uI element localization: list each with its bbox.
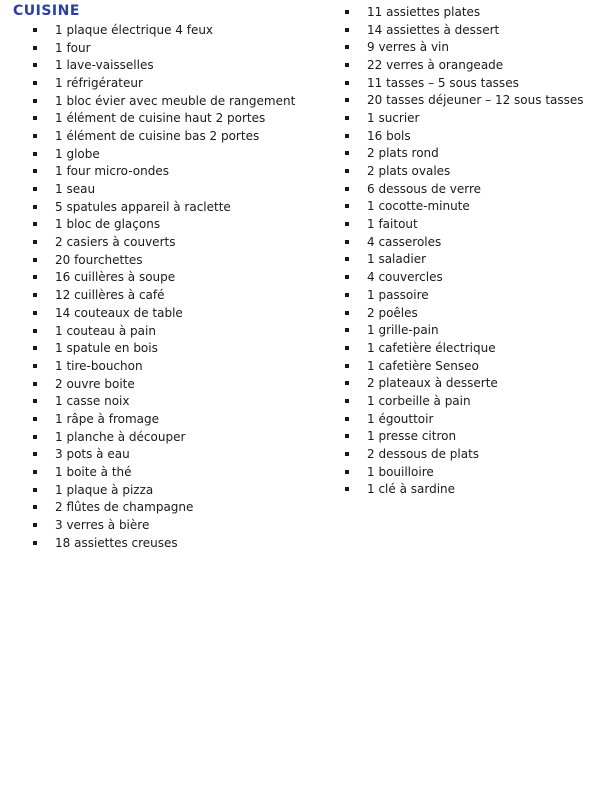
bullet-square-icon — [345, 10, 349, 14]
list-item — [33, 534, 323, 552]
list-item — [345, 251, 610, 269]
list-item-label: 4 casseroles — [367, 234, 442, 249]
bullet-square-icon — [345, 275, 349, 279]
list-item — [345, 321, 610, 339]
bullet-square-icon — [33, 452, 37, 456]
list-item-label: 1 plaque à pizza — [55, 482, 154, 497]
bullet-square-icon — [345, 204, 349, 208]
list-item — [345, 3, 610, 21]
bullet-square-icon — [33, 417, 37, 421]
list-item — [33, 286, 323, 304]
list-item — [33, 39, 323, 57]
inventory-list-left — [33, 21, 323, 552]
bullet-square-icon — [33, 505, 37, 509]
list-item-label: 1 grille-pain — [367, 323, 439, 338]
list-item — [33, 339, 323, 357]
list-item — [345, 392, 610, 410]
list-item — [345, 145, 610, 163]
list-item-label: 2 poêles — [367, 305, 418, 320]
list-item-label: 1 bouilloire — [367, 464, 434, 479]
list-item-label: 16 bols — [367, 128, 411, 143]
list-item — [33, 357, 323, 375]
list-item — [33, 410, 323, 428]
list-item — [345, 74, 610, 92]
bullet-square-icon — [33, 205, 37, 209]
list-item-label: 1 globe — [55, 146, 100, 161]
bullet-square-icon — [345, 434, 349, 438]
list-item — [33, 56, 323, 74]
list-item-label: 1 corbeille à pain — [367, 393, 471, 408]
list-item — [33, 392, 323, 410]
list-item-label: 2 plateaux à desserte — [367, 376, 498, 391]
list-item-label: 2 plats rond — [367, 146, 439, 161]
list-item-label: 1 couteau à pain — [55, 323, 156, 338]
bullet-square-icon — [345, 63, 349, 67]
list-item — [33, 127, 323, 145]
list-item-label: 1 faitout — [367, 217, 418, 232]
list-item — [345, 463, 610, 481]
bullet-square-icon — [345, 98, 349, 102]
list-item — [345, 162, 610, 180]
bullet-square-icon — [33, 240, 37, 244]
list-item — [345, 286, 610, 304]
list-item — [33, 163, 323, 181]
bullet-square-icon — [33, 346, 37, 350]
inventory-list-right — [345, 3, 610, 498]
list-item — [345, 198, 610, 216]
list-item-label: 2 ouvre boite — [55, 376, 135, 391]
list-item — [33, 446, 323, 464]
bullet-square-icon — [345, 45, 349, 49]
bullet-square-icon — [345, 151, 349, 155]
list-item-label: 1 planche à découper — [55, 429, 186, 444]
list-item — [345, 339, 610, 357]
list-item-label: 2 dessous de plats — [367, 447, 480, 462]
bullet-square-icon — [33, 293, 37, 297]
list-item — [345, 357, 610, 375]
list-item — [33, 463, 323, 481]
list-item-label: 20 fourchettes — [55, 252, 143, 267]
bullet-square-icon — [345, 222, 349, 226]
list-item — [345, 481, 610, 499]
list-item — [345, 428, 610, 446]
bullet-square-icon — [345, 346, 349, 350]
bullet-square-icon — [345, 240, 349, 244]
list-item — [345, 304, 610, 322]
list-item — [345, 215, 610, 233]
list-item — [345, 233, 610, 251]
list-item — [33, 251, 323, 269]
bullet-square-icon — [345, 116, 349, 120]
bullet-square-icon — [345, 452, 349, 456]
list-item-label: 14 couteaux de table — [55, 305, 183, 320]
list-item-label: 1 clé à sardine — [367, 482, 456, 497]
list-item-label: 1 élément de cuisine bas 2 portes — [55, 128, 260, 143]
list-item — [33, 375, 323, 393]
list-item — [345, 445, 610, 463]
list-item-label: 1 lave-vaisselles — [55, 58, 154, 73]
list-item-label: 4 couvercles — [367, 270, 443, 285]
list-item — [33, 304, 323, 322]
list-item-label: 1 spatule en bois — [55, 341, 158, 356]
list-item — [345, 268, 610, 286]
list-item-label: 1 seau — [55, 182, 96, 197]
page-title: CUISINE — [13, 3, 80, 19]
list-item-label: 2 flûtes de champagne — [55, 500, 194, 515]
bullet-square-icon — [33, 46, 37, 50]
bullet-square-icon — [345, 134, 349, 138]
bullet-square-icon — [33, 134, 37, 138]
bullet-square-icon — [33, 28, 37, 32]
list-item-label: 1 cafetière électrique — [367, 340, 496, 355]
list-item — [33, 21, 323, 39]
bullet-square-icon — [345, 487, 349, 491]
bullet-square-icon — [345, 28, 349, 32]
list-item — [345, 21, 610, 39]
bullet-square-icon — [33, 187, 37, 191]
bullet-square-icon — [33, 470, 37, 474]
list-item — [33, 233, 323, 251]
list-item-label: 2 plats ovales — [367, 164, 451, 179]
list-item — [345, 38, 610, 56]
list-item — [33, 322, 323, 340]
bullet-square-icon — [345, 311, 349, 315]
list-item-label: 22 verres à orangeade — [367, 57, 504, 72]
list-item — [345, 56, 610, 74]
bullet-square-icon — [33, 81, 37, 85]
list-item-label: 16 cuillères à soupe — [55, 270, 176, 285]
list-item — [33, 216, 323, 234]
list-item-label: 1 râpe à fromage — [55, 411, 159, 426]
bullet-square-icon — [33, 488, 37, 492]
list-item-label: 20 tasses déjeuner – 12 sous tasses — [367, 93, 584, 108]
list-item — [33, 481, 323, 499]
list-item-label: 3 pots à eau — [55, 447, 130, 462]
bullet-square-icon — [345, 328, 349, 332]
list-item-label: 1 cafetière Senseo — [367, 358, 479, 373]
bullet-square-icon — [33, 435, 37, 439]
bullet-square-icon — [33, 399, 37, 403]
bullet-square-icon — [33, 99, 37, 103]
list-item-label: 18 assiettes creuses — [55, 535, 178, 550]
list-item-label: 1 bloc évier avec meuble de rangement — [55, 93, 296, 108]
list-item — [33, 180, 323, 198]
list-item — [345, 109, 610, 127]
list-item — [345, 374, 610, 392]
list-item-label: 1 plaque électrique 4 feux — [55, 22, 214, 37]
list-item-label: 1 égouttoir — [367, 411, 434, 426]
bullet-square-icon — [33, 152, 37, 156]
bullet-square-icon — [33, 116, 37, 120]
list-item — [345, 180, 610, 198]
bullet-square-icon — [345, 187, 349, 191]
bullet-square-icon — [33, 523, 37, 527]
bullet-square-icon — [345, 381, 349, 385]
list-item-label: 14 assiettes à dessert — [367, 22, 500, 37]
bullet-square-icon — [345, 169, 349, 173]
list-item — [33, 74, 323, 92]
list-item — [33, 109, 323, 127]
list-item — [33, 92, 323, 110]
list-item-label: 3 verres à bière — [55, 518, 150, 533]
list-item — [33, 499, 323, 517]
list-item-label: 1 élément de cuisine haut 2 portes — [55, 111, 266, 126]
list-item-label: 6 dessous de verre — [367, 181, 482, 196]
bullet-square-icon — [33, 311, 37, 315]
list-item-label: 1 tire-bouchon — [55, 358, 143, 373]
bullet-square-icon — [33, 541, 37, 545]
list-item-label: 5 spatules appareil à raclette — [55, 199, 231, 214]
list-item — [33, 198, 323, 216]
list-item-label: 1 casse noix — [55, 394, 130, 409]
list-item — [33, 145, 323, 163]
bullet-square-icon — [33, 382, 37, 386]
list-item-label: 1 cocotte-minute — [367, 199, 470, 214]
list-item-label: 12 cuillères à café — [55, 288, 165, 303]
bullet-square-icon — [33, 364, 37, 368]
list-item-label: 1 saladier — [367, 252, 427, 267]
bullet-square-icon — [345, 257, 349, 261]
bullet-square-icon — [33, 63, 37, 67]
list-item — [33, 516, 323, 534]
bullet-square-icon — [345, 470, 349, 474]
list-item-label: 1 boite à thé — [55, 465, 132, 480]
bullet-square-icon — [33, 275, 37, 279]
list-item-label: 1 passoire — [367, 287, 429, 302]
bullet-square-icon — [33, 169, 37, 173]
list-item-label: 11 tasses – 5 sous tasses — [367, 75, 519, 90]
list-item-label: 1 sucrier — [367, 110, 420, 125]
bullet-square-icon — [345, 364, 349, 368]
list-item — [345, 410, 610, 428]
list-item-label: 1 réfrigérateur — [55, 75, 143, 90]
bullet-square-icon — [33, 258, 37, 262]
list-item — [345, 91, 610, 109]
bullet-square-icon — [33, 222, 37, 226]
list-item-label: 2 casiers à couverts — [55, 235, 176, 250]
list-item-label: 1 bloc de glaçons — [55, 217, 161, 232]
list-item — [33, 269, 323, 287]
list-item-label: 9 verres à vin — [367, 40, 449, 55]
bullet-square-icon — [345, 293, 349, 297]
list-item-label: 1 presse citron — [367, 429, 457, 444]
bullet-square-icon — [33, 329, 37, 333]
bullet-square-icon — [345, 399, 349, 403]
list-item — [33, 428, 323, 446]
list-item-label: 1 four micro-ondes — [55, 164, 169, 179]
list-item — [345, 127, 610, 145]
list-item-label: 1 four — [55, 40, 91, 55]
list-item-label: 11 assiettes plates — [367, 4, 481, 19]
bullet-square-icon — [345, 417, 349, 421]
bullet-square-icon — [345, 81, 349, 85]
